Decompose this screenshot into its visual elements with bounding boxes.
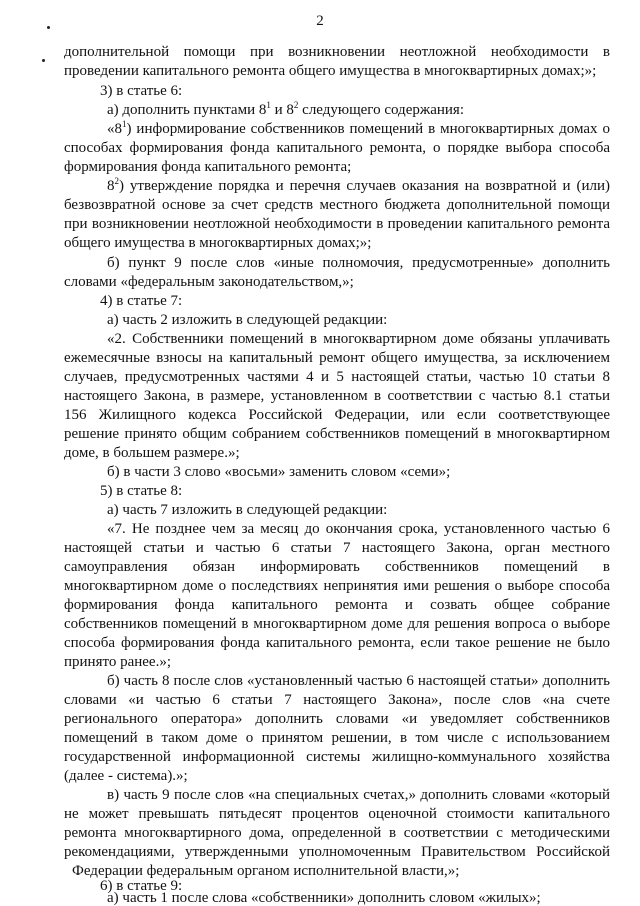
text-line: 156 Жилищного кодекса Российской Федерации, или если соответствующее (64, 407, 610, 423)
text-line: $8^2$) утверждение порядка и перечня случаев оказания на возвратной и (или) (107, 176, 610, 194)
text-line: б) в части 3 слово «восьми» заменить словом «семи»; (107, 464, 451, 480)
text-line: а) часть 1 после слова «собственники» дополнить словом «жилых»; (107, 890, 541, 906)
text-line: при возникновении неотложной необходимости в проведении капитального ремонта (64, 216, 610, 232)
text-line: б) пункт 9 после слов «иные полномочия, предусмотренные» дополнить (107, 255, 610, 271)
text-line: в) часть 9 после слов «на специальных счетах,» дополнить словами «который (107, 787, 610, 803)
text-line: 3) в статье 6: (100, 83, 183, 99)
page-number: 2 (316, 13, 324, 29)
scan-speck (42, 59, 45, 62)
text-line: ежемесячные взносы на капитальный ремонт общего имущества, за исключением (64, 350, 610, 366)
text-line: а) часть 7 изложить в следующей редакции: (107, 502, 388, 518)
text-line: формирования фонда капитального ремонта; (64, 159, 352, 175)
text-line: дополнительной помощи при возникновении неотложной необходимости в (64, 44, 610, 60)
text-line: словами «и частью 6 статьи 7 настоящего Закона», после слов «на счете (64, 692, 610, 708)
text-line: формирования фонда капитального ремонта и созвать общее собрание (64, 597, 610, 613)
text-line: принято ранее.»; (64, 654, 172, 670)
text-line: «2. Собственники помещений в многоквартирном доме обязаны уплачивать (107, 331, 610, 347)
text-line: (далее - система).»; (64, 768, 188, 784)
text-line: способа формирования фонда капитального ремонта, если такое решение не было (64, 635, 610, 651)
text-line: рекомендациями, утвержденными уполномоченным Правительством Российской (64, 844, 610, 860)
text-line: проведении капитального ремонта общего имущества в многоквартирных домах;»; (64, 63, 597, 79)
text-line: 6) в статье 9: (100, 878, 183, 894)
text-line: настоящего Закона, в размере, установленном в соответствии с частью 8.1 статьи (64, 388, 610, 404)
text-line: б) часть 8 после слов «установленный частью 6 настоящей статьи» дополнить (107, 673, 610, 689)
text-line: а) дополнить пунктами $8^1$ и $8^2$ следующего содержания: (107, 100, 464, 118)
text-line: собственников помещений в многоквартирном доме для решения вопроса о выборе (64, 616, 610, 632)
text-line: «$8^1$) информирование собственников помещений в многоквартирных домах о (107, 119, 610, 137)
text-line: Федерации федеральным органом исполнительной власти,»; (72, 863, 460, 879)
text-line: «7. Не позднее чем за месяц до окончания срока, установленного частью 6 (107, 521, 610, 537)
text-line: случаев, предусмотренных частями 4 и 5 настоящей статьи, частью 10 статьи 8 (64, 369, 610, 385)
text-line: безвозвратной основе за счет средств местного бюджета дополнительной помощи (64, 197, 610, 213)
text-line: ремонта многоквартирного дома, определенной в соответствии с методическими (64, 825, 610, 841)
text-line: способах формирования фонда капитального ремонта, о порядке выбора способа (64, 140, 610, 156)
text-line: доме, в большем размере.»; (64, 445, 240, 461)
text-line: общего имущества в многоквартирных домах;»; (64, 235, 372, 251)
text-line: не может превышать пятьдесят процентов оценочной стоимости капитального (64, 806, 610, 822)
text-line: 5) в статье 8: (100, 483, 183, 499)
text-line: а) часть 2 изложить в следующей редакции: (107, 312, 388, 328)
text-line: регионального оператора» дополнить словами «и уведомляет собственников (64, 711, 610, 727)
text-line: государственной информационной системы жилищно-коммунального хозяйства (64, 749, 610, 765)
text-line: самоуправления обязан информировать собственников помещений в (64, 559, 610, 575)
text-line: решение принято общим собранием собственников помещений в многоквартирном (64, 426, 610, 442)
text-line: настоящей статьи и частью 6 статьи 7 настоящего Закона, орган местного (64, 540, 610, 556)
text-line: помещений в таком доме о принятом решении, в том числе с использованием (64, 730, 610, 746)
text-line: словами «федеральным законодательством,»; (64, 274, 354, 290)
text-line: многоквартирном доме о последствиях непринятия ими решения о выборе способа (64, 578, 610, 594)
text-line: 4) в статье 7: (100, 293, 183, 309)
